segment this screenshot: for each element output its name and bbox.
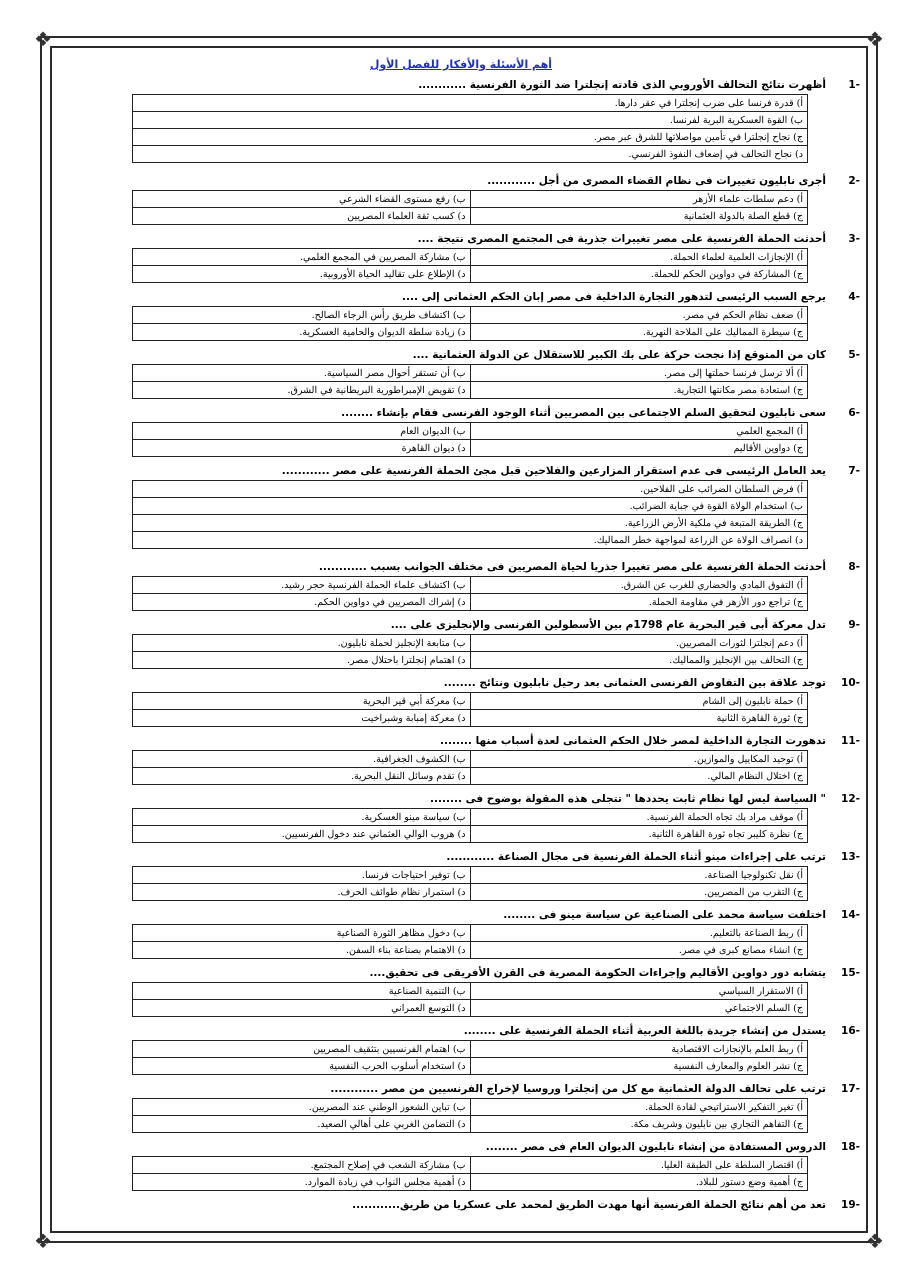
question-text: يتشابه دور دواوين الأقاليم وإجراءات الحكومة المصرية فى القرن الأفريقى فى تحقيق....: [369, 967, 826, 979]
option[interactable]: ج) دواوين الأقاليم: [470, 440, 808, 457]
question-2: [62, 172, 860, 190]
question-16: [62, 1022, 860, 1040]
option[interactable]: ب) مشاركة الشعب في إصلاح المجتمع.: [133, 1157, 471, 1174]
option[interactable]: أ) فرض السلطان الضرائب على الفلاحين.: [133, 481, 808, 498]
question-text: اختلفت سياسة محمد على الصناعية عن سياسة مينو فى ........: [503, 909, 826, 921]
options-table: [132, 364, 808, 399]
option[interactable]: د) الإطلاع على تقاليد الحياة الأوروبية.: [133, 266, 471, 283]
question-number: -10: [841, 677, 860, 689]
option[interactable]: ب) استخدام الولاة القوة في جباية الضرائب.: [133, 498, 808, 515]
question-text: " السياسة ليس لها نظام ثابت يحددها " تتجلى هذه المقولة بوضوح فى ........: [430, 793, 826, 805]
question-text: أحدثت الحملة الفرنسية على مصر تغييرات جذرية فى المجتمع المصرى نتيجة ....: [417, 233, 826, 245]
options-table: [132, 1156, 808, 1191]
options-table: [132, 982, 808, 1017]
option[interactable]: ج) استعادة مصر مكانتها التجارية.: [470, 382, 808, 399]
page-title: أهم الأسئلة والأفكار للفصل الأول: [369, 58, 553, 71]
option[interactable]: أ) ربط الصناعة بالتعليم.: [470, 925, 808, 942]
question-text: سعى نابليون لتحقيق السلم الاجتماعى بين المصريين أثناء الوجود الفرنسى فقام بإنشاء ........: [341, 407, 826, 419]
option[interactable]: ب) الكشوف الجغرافية.: [133, 751, 471, 768]
option[interactable]: د) تقويض الإمبراطورية البريطانية في الشرق.: [133, 382, 471, 399]
options-table: [132, 190, 808, 225]
option[interactable]: أ) نقل تكنولوجيا الصناعة.: [470, 867, 808, 884]
options-table: [132, 692, 808, 727]
question-13: [62, 848, 860, 866]
option[interactable]: أ) موقف مراد بك تجاه الحملة الفرنسية.: [470, 809, 808, 826]
option[interactable]: ج) نشر العلوم والمعارف النفسية: [470, 1058, 808, 1075]
question-15: [62, 964, 860, 982]
options-table: [132, 94, 808, 163]
options-table: [132, 866, 808, 901]
option[interactable]: د) أهمية مجلس النواب في زيادة الموارد.: [133, 1174, 471, 1191]
option[interactable]: أ) دعم سلطات علماء الأزهر: [470, 191, 808, 208]
corner-ornament-icon: ❖: [866, 27, 884, 51]
question-number: -6: [848, 407, 860, 419]
question-14: [62, 906, 860, 924]
option[interactable]: ب) الديوان العام: [133, 423, 471, 440]
question-text: أظهرت نتائج التحالف الأوروبي الذى قادته إنجلترا ضد الثورة الفرنسية ............: [418, 79, 826, 91]
options-table: [132, 634, 808, 669]
corner-ornament-icon: ❖: [866, 1229, 884, 1253]
option[interactable]: ج) التقرب من المصريين.: [470, 884, 808, 901]
option[interactable]: ب) التنمية الصناعية: [133, 983, 471, 1000]
option[interactable]: أ) التفوق المادي والحضاري للغرب عن الشرق.: [470, 577, 808, 594]
question-10: [62, 674, 860, 692]
options-table: [132, 248, 808, 283]
option[interactable]: ب) متابعة الإنجليز لحملة نابليون.: [133, 635, 471, 652]
option[interactable]: د) اهتمام إنجلترا باحتلال مصر.: [133, 652, 471, 669]
option[interactable]: ج) نجاح إنجلترا في تأمين مواصلاتها للشرق عبر مصر.: [133, 129, 808, 146]
option[interactable]: أ) ربط العلم بالإنجازات الاقتصادية: [470, 1041, 808, 1058]
question-text: يرجع السبب الرئيسى لتدهور التجارة الداخلية فى مصر إبان الحكم العثمانى إلى ....: [401, 291, 826, 303]
question-number: -13: [841, 851, 860, 863]
question-text: يعد العامل الرئيسى فى عدم استقرار المزارعين والفلاحين قبل مجئ الحملة الفرنسية على مصر ............: [281, 465, 826, 477]
question-number: -4: [848, 291, 860, 303]
options-table: [132, 924, 808, 959]
question-number: -2: [848, 175, 860, 187]
question-number: -7: [848, 465, 860, 477]
option[interactable]: د) التضامن الغربي على أهالي الصعيد.: [133, 1116, 471, 1133]
option[interactable]: أ) الاستقرار السياسي: [470, 983, 808, 1000]
question-number: -12: [841, 793, 860, 805]
option[interactable]: ب) توفير احتياجات فرنسا.: [133, 867, 471, 884]
option[interactable]: ج) التحالف بين الإنجليز والمماليك.: [470, 652, 808, 669]
option[interactable]: د) إشراك المصريين في دواوين الحكم.: [133, 594, 471, 611]
corner-ornament-icon: ❖: [34, 27, 52, 51]
question-12: [62, 790, 860, 808]
option[interactable]: أ) ضعف نظام الحكم في مصر.: [470, 307, 808, 324]
question-6: [62, 404, 860, 422]
question-text: تدهورت التجارة الداخلية لمصر خلال الحكم العثمانى لعدة أسباب منها ........: [440, 735, 826, 747]
option[interactable]: أ) توحيد المكاييل والموازين.: [470, 751, 808, 768]
option[interactable]: ب) رفع مستوى القضاء الشرعي: [133, 191, 471, 208]
worksheet: [62, 52, 860, 1214]
option[interactable]: د) التوسع العمراني: [133, 1000, 471, 1017]
option[interactable]: د) نجاح التحالف في إضعاف النفوذ الفرنسي.: [133, 146, 808, 163]
option[interactable]: د) تقدم وسائل النقل البحرية.: [133, 768, 471, 785]
question-number: -16: [841, 1025, 860, 1037]
question-number: -8: [848, 561, 860, 573]
option[interactable]: ج) الطريقة المتبعة في ملكية الأرض الزراعية.: [133, 515, 808, 532]
option[interactable]: ج) اختلال النظام المالي.: [470, 768, 808, 785]
option[interactable]: ج) أهمية وضع دستور للبلاد.: [470, 1174, 808, 1191]
option[interactable]: د) معركة إمبابة وشبراخيت: [133, 710, 471, 727]
options-table: [132, 1098, 808, 1133]
question-8: [62, 558, 860, 576]
options-table: [132, 808, 808, 843]
question-3: [62, 230, 860, 248]
question-number: -5: [848, 349, 860, 361]
question-text: ترتب على إجراءات مينو أثناء الحملة الفرنسية فى مجال الصناعة ............: [446, 851, 826, 863]
option[interactable]: ب) القوة العسكرية البرية لفرنسا.: [133, 112, 808, 129]
question-text: أجرى نابليون تغييرات فى نظام القضاء المصرى من أجل ............: [487, 175, 826, 187]
option[interactable]: ب) دخول مظاهر الثورة الصناعية: [133, 925, 471, 942]
options-table: [132, 750, 808, 785]
options-table: [132, 422, 808, 457]
question-number: -1: [848, 79, 860, 91]
corner-ornament-icon: ❖: [34, 1229, 52, 1253]
question-number: -15: [841, 967, 860, 979]
question-7: [62, 462, 860, 480]
option[interactable]: ب) سياسة مينو العسكرية.: [133, 809, 471, 826]
question-number: -11: [841, 735, 860, 747]
question-number: -14: [841, 909, 860, 921]
option[interactable]: أ) الإنجازات العلمية لعلماء الحملة.: [470, 249, 808, 266]
option[interactable]: د) ديوان القاهرة: [133, 440, 471, 457]
option[interactable]: ج) سيطرة المماليك على الملاحة النهرية.: [470, 324, 808, 341]
option[interactable]: أ) اقتصار السلطة على الطبقة العليا.: [470, 1157, 808, 1174]
question-18: [62, 1138, 860, 1156]
options-table: [132, 480, 808, 549]
option[interactable]: د) كسب ثقة العلماء المصريين: [133, 208, 471, 225]
spacer: [62, 163, 860, 172]
options-table: [132, 306, 808, 341]
option[interactable]: ج) انشاء مصانع كبرى في مصر.: [470, 942, 808, 959]
question-5: [62, 346, 860, 364]
option[interactable]: أ) دعم إنجلترا لثورات المصريين.: [470, 635, 808, 652]
option[interactable]: ب) تباين الشعور الوطني عند المصريين.: [133, 1099, 471, 1116]
option[interactable]: أ) حملة نابليون إلى الشام: [470, 693, 808, 710]
question-text: الدروس المستفادة من إنشاء نابليون الديوان العام فى مصر ........: [485, 1141, 826, 1153]
option[interactable]: ب) اكتشاف علماء الحملة الفرنسية حجر رشيد.: [133, 577, 471, 594]
option[interactable]: ب) اكتشاف طريق رأس الرجاء الصالح.: [133, 307, 471, 324]
option[interactable]: أ) المجمع العلمي: [470, 423, 808, 440]
question-text: يستدل من إنشاء جريدة باللغة العربية أثناء الحملة الفرنسية على ........: [463, 1025, 826, 1037]
spacer: [62, 549, 860, 558]
question-19: [62, 1196, 860, 1214]
option[interactable]: ب) اهتمام الفرنسيين بتثقيف المصريين: [133, 1041, 471, 1058]
question-number: -9: [848, 619, 860, 631]
question-text: تعد من أهم نتائج الحملة الفرنسية أنها مهدت الطريق لمحمد على عسكريا من طريق............: [352, 1199, 826, 1211]
question-number: -18: [841, 1141, 860, 1153]
option[interactable]: ب) أن تستقر أحوال مصر السياسية.: [133, 365, 471, 382]
options-table: [132, 1040, 808, 1075]
question-number: -3: [848, 233, 860, 245]
option[interactable]: ج) السلم الاجتماعي: [470, 1000, 808, 1017]
question-number: -19: [841, 1199, 860, 1211]
option[interactable]: د) استخدام أسلوب الحرب النفسية: [133, 1058, 471, 1075]
option[interactable]: أ) ألا ترسل فرنسا حملتها إلى مصر.: [470, 365, 808, 382]
option[interactable]: ب) معركة أبي قير البحرية: [133, 693, 471, 710]
question-text: توجد علاقة بين التفاوض الفرنسى العثمانى بعد رحيل نابليون ونتائج ........: [443, 677, 826, 689]
option[interactable]: ج) قطع الصلة بالدولة العثمانية: [470, 208, 808, 225]
option[interactable]: د) زيادة سلطة الديوان والحامية العسكرية.: [133, 324, 471, 341]
question-text: كان من المتوقع إذا نجحت حركة على بك الكبير للاستقلال عن الدولة العثمانية ....: [412, 349, 826, 361]
option[interactable]: د) استمرار نظام طوائف الحرف.: [133, 884, 471, 901]
options-table: [132, 576, 808, 611]
option[interactable]: ج) ثورة القاهرة الثانية: [470, 710, 808, 727]
option[interactable]: ج) المشاركة في دواوين الحكم للحملة.: [470, 266, 808, 283]
option[interactable]: د) هروب الوالي العثماني عند دخول الفرنسيين.: [133, 826, 471, 843]
option[interactable]: ج) نظرة كليبر تجاه ثورة القاهرة الثانية.: [470, 826, 808, 843]
question-9: [62, 616, 860, 634]
question-17: [62, 1080, 860, 1098]
question-text: ترتب على تحالف الدولة العثمانية مع كل من إنجلترا وروسيا لإخراج الفرنسيين من مصر ............: [330, 1083, 826, 1095]
option[interactable]: ب) مشاركة المصريين في المجمع العلمي.: [133, 249, 471, 266]
option[interactable]: د) الاهتمام بصناعة بناء السفن.: [133, 942, 471, 959]
option[interactable]: أ) قدرة فرنسا على ضرب إنجلترا في عقر دارها.: [133, 95, 808, 112]
option[interactable]: د) انصراف الولاة عن الزراعة لمواجهة خطر المماليك.: [133, 532, 808, 549]
question-1: [62, 76, 860, 94]
option[interactable]: ج) تراجع دور الأزهر في مقاومة الحملة.: [470, 594, 808, 611]
question-text: أحدثت الحملة الفرنسية على مصر تغييرا جذريا لحياة المصريين فى مختلف الجوانب بسبب ............: [318, 561, 826, 573]
question-4: [62, 288, 860, 306]
question-text: تدل معركة أبى قير البحرية عام 1798م بين الأسطولين الفرنسى والإنجليزى على ....: [390, 619, 826, 631]
option[interactable]: أ) تغير التفكير الاستراتيجي لقادة الحملة.: [470, 1099, 808, 1116]
question-number: -17: [841, 1083, 860, 1095]
option[interactable]: ج) التفاهم التجاري بين نابليون وشريف مكة.: [470, 1116, 808, 1133]
question-11: [62, 732, 860, 750]
